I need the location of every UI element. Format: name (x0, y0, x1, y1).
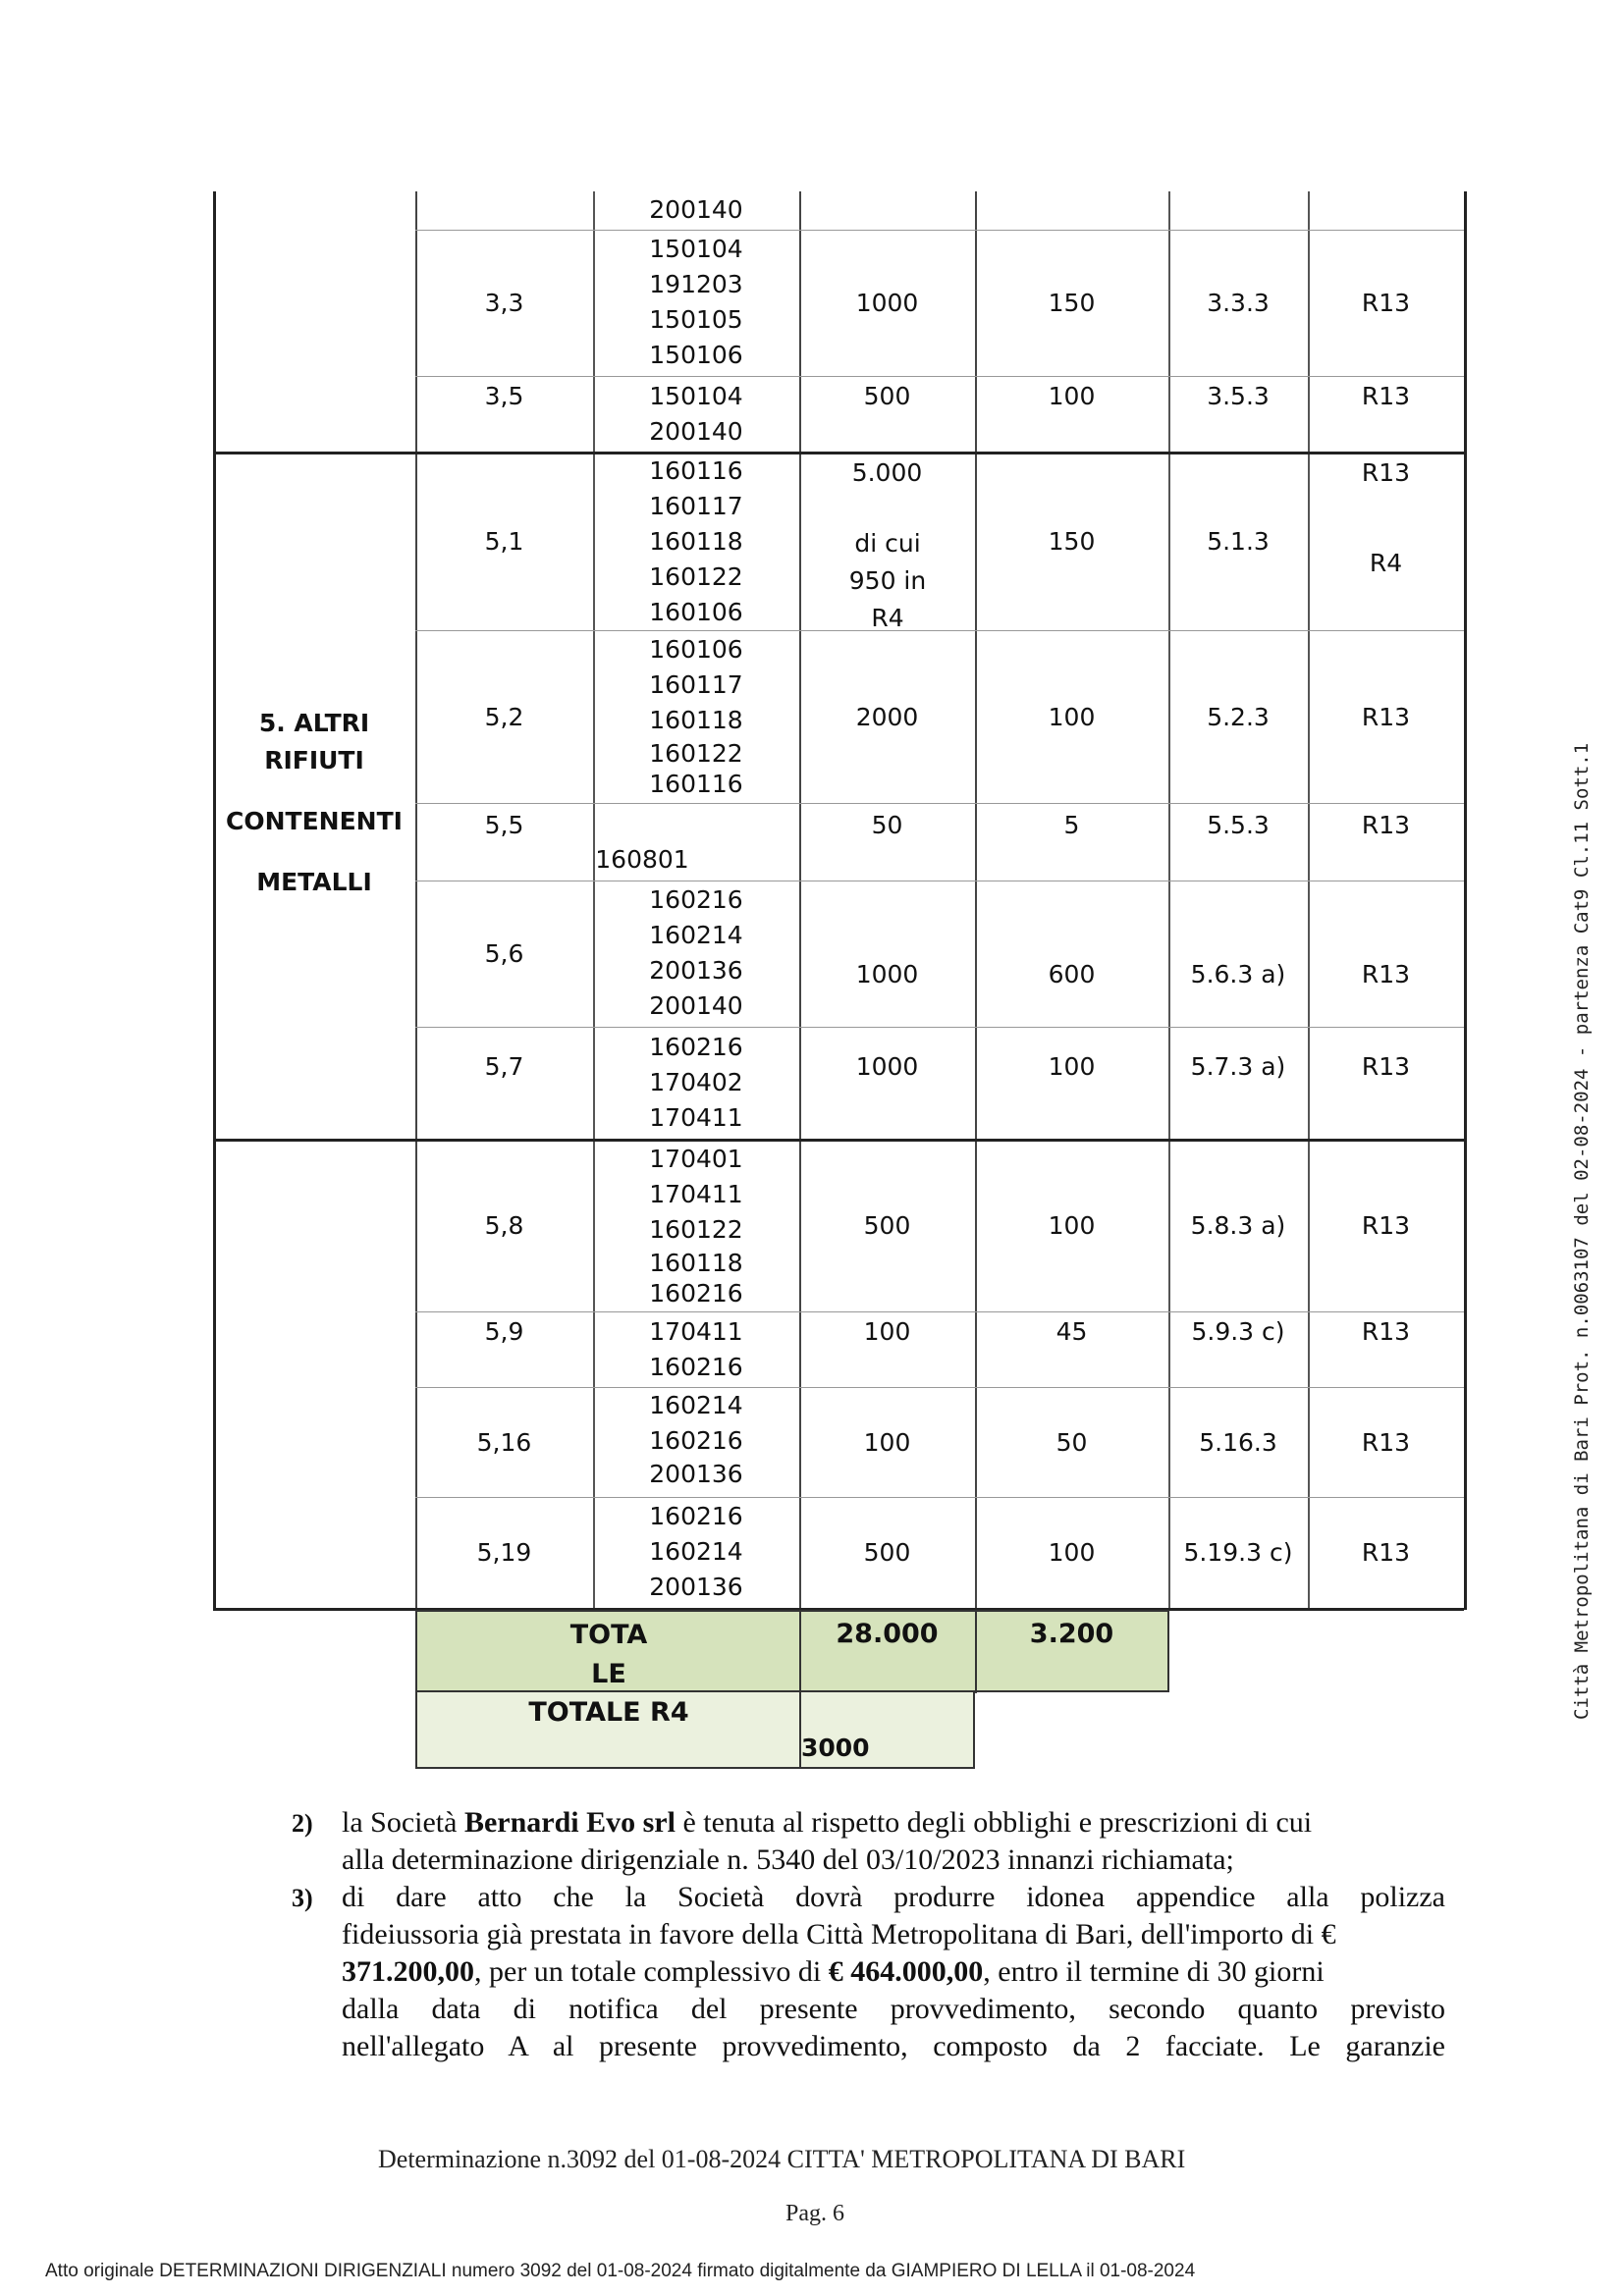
paragraph-2-line-2: alla determinazione dirigenziale n. 5340 del 03/10/2023 innanzi richiamata; (342, 1843, 1234, 1876)
waste-code: 160216 (649, 1502, 743, 1530)
totals-label-line-2: LE (591, 1659, 626, 1689)
paragraph-3-text: , entro il termine di 30 giorni (983, 1955, 1325, 1988)
waste-code: 200136 (649, 1573, 743, 1601)
waste-code: 160216 (649, 1426, 743, 1455)
daily-quantity: 100 (1048, 702, 1096, 731)
waste-code: 160214 (649, 1391, 743, 1419)
waste-codes (593, 1314, 799, 1385)
category-label (213, 705, 415, 901)
quantity-note: di cui 950 in R4 (848, 529, 927, 632)
operation: R13 (1361, 1538, 1411, 1567)
waste-code: 150105 (649, 305, 743, 334)
quantity: 1000 (855, 288, 919, 317)
reference: 5.16.3 (1199, 1427, 1277, 1457)
waste-code: 150106 (649, 341, 743, 369)
waste-codes (593, 454, 799, 630)
daily-quantity: 50 (1055, 1427, 1088, 1457)
sub-category: 3,3 (484, 288, 524, 317)
waste-codes (593, 1142, 799, 1308)
waste-code: 150104 (649, 235, 743, 263)
waste-codes (593, 1388, 799, 1490)
paragraph-3-line-5: nell'allegato A al presente provvedimento, composto da 2 facciate. Le garanzie (342, 2030, 1445, 2062)
daily-quantity: 45 (1055, 1317, 1088, 1346)
daily-quantity: 150 (1048, 527, 1096, 556)
daily-quantity: 100 (1048, 1210, 1096, 1240)
reference: 3.5.3 (1207, 382, 1270, 410)
waste-code: 160116 (649, 456, 743, 485)
waste-code: 160216 (649, 1033, 743, 1061)
quantity: 1000 (855, 960, 919, 988)
waste-code: 150104 (649, 382, 743, 410)
category-line-3: CONTENENTI (226, 807, 403, 835)
paragraph-3-text: , per un totale complessivo di (474, 1955, 829, 1988)
quantity: 2000 (855, 702, 919, 731)
waste-code: 170411 (649, 1180, 743, 1208)
page-number: Pag. 6 (785, 2201, 844, 2226)
daily-quantity: 150 (1048, 288, 1096, 317)
operation: R13 (1361, 1427, 1411, 1457)
sub-category: 3,5 (484, 382, 524, 410)
operation-secondary: R4 (1369, 549, 1403, 577)
quantity: 500 (863, 1538, 911, 1567)
totals-r4-value: 3000 (801, 1734, 870, 1762)
paragraph-2-text: è tenuta al rispetto degli obblighi e prescrizioni di cui (675, 1806, 1313, 1839)
totals-daily: 3.200 (1029, 1619, 1114, 1649)
daily-quantity: 5 (1063, 811, 1080, 839)
waste-code: 170402 (649, 1068, 743, 1096)
waste-code: 160116 (649, 770, 743, 798)
waste-code: 160106 (649, 598, 743, 626)
waste-codes (593, 1499, 799, 1605)
quantity: 100 (863, 1317, 911, 1346)
sub-category: 5,5 (484, 811, 524, 839)
waste-code: 160118 (649, 706, 743, 734)
waste-codes (593, 1030, 799, 1136)
quantity: 500 (863, 382, 911, 410)
operation: R13 (1361, 382, 1411, 410)
waste-codes (593, 842, 691, 878)
waste-code: 160216 (649, 885, 743, 914)
waste-codes (593, 882, 799, 1024)
sub-category: 5,6 (484, 939, 524, 968)
paragraph-3 (342, 1879, 1445, 2065)
totals-label (511, 1616, 707, 1694)
waste-codes (593, 232, 799, 373)
category-line-4: METALLI (256, 868, 372, 896)
sub-category: 5,16 (476, 1427, 532, 1457)
reference: 5.19.3 c) (1183, 1538, 1293, 1567)
waste-codes (593, 379, 799, 450)
row-line (415, 803, 1464, 804)
protocol-stamp: Città Metropolitana di Bari Prot. n.0063107 del 02-08-2024 - partenza Cat9 Cl.11 Sott.1 (1571, 742, 1593, 1720)
company-name: Bernardi Evo srl (463, 1806, 676, 1839)
daily-quantity: 600 (1048, 960, 1096, 988)
paragraph-2-text: la Società (342, 1806, 464, 1839)
operation: R13 (1361, 702, 1411, 731)
sub-category: 5,2 (484, 702, 524, 731)
daily-quantity: 100 (1048, 382, 1096, 410)
quantity: 500 (863, 1210, 911, 1240)
category-line-2: RIFIUTI (264, 746, 364, 774)
waste-code: 170411 (649, 1103, 743, 1132)
reference: 5.2.3 (1207, 702, 1270, 731)
waste-code: 170411 (649, 1317, 743, 1346)
totals-r4-label: TOTALE R4 (528, 1697, 689, 1728)
reference: 3.3.3 (1207, 288, 1270, 317)
paragraph-3-line-4: dalla data di notifica del presente provvedimento, secondo quanto previsto (342, 1993, 1445, 2025)
quantity: 50 (871, 811, 903, 839)
table-row (593, 192, 799, 228)
operation: R13 (1361, 1052, 1411, 1081)
waste-code: 200136 (649, 956, 743, 985)
waste-code: 200140 (649, 991, 743, 1020)
waste-code: 160801 (595, 845, 689, 874)
paragraph-number-2: 2) (292, 1809, 313, 1838)
waste-code: 160122 (649, 1215, 743, 1244)
waste-code: 160122 (649, 562, 743, 591)
operation: R13 (1361, 458, 1411, 487)
waste-code: 160214 (649, 1537, 743, 1566)
waste-code: 200140 (649, 195, 743, 224)
table-right-border (1464, 191, 1467, 1610)
quantity: 100 (863, 1427, 911, 1457)
waste-code: 160117 (649, 492, 743, 520)
reference: 5.9.3 c) (1191, 1317, 1285, 1346)
waste-code: 200136 (649, 1460, 743, 1488)
waste-code: 160118 (649, 527, 743, 556)
waste-code: 160214 (649, 921, 743, 949)
waste-code: 160216 (649, 1353, 743, 1381)
footer-determination: Determinazione n.3092 del 01-08-2024 CITTA' METROPOLITANA DI BARI (378, 2145, 1186, 2173)
totals-label-line-1: TOTA (569, 1620, 648, 1650)
operation: R13 (1361, 1317, 1411, 1346)
paragraph-3-line-1: di dare atto che la Società dovrà produrre idonea appendice alla polizza (342, 1881, 1445, 1913)
paragraph-3-line-2: fideiussoria già prestata in favore della Città Metropolitana di Bari, dell'importo di € (342, 1918, 1336, 1950)
paragraph-number-3: 3) (292, 1884, 313, 1912)
reference: 5.1.3 (1207, 527, 1270, 556)
paragraph-2 (342, 1804, 1441, 1879)
waste-code: 160118 (649, 1249, 743, 1277)
operation: R13 (1361, 288, 1411, 317)
sub-category: 5,19 (476, 1538, 532, 1567)
totals-quantity: 28.000 (836, 1619, 939, 1649)
operation: R13 (1361, 960, 1411, 988)
waste-code: 191203 (649, 270, 743, 298)
waste-code: 160117 (649, 670, 743, 699)
quantity: 5.000 (851, 458, 923, 487)
waste-code: 170401 (649, 1145, 743, 1173)
operation: R13 (1361, 1210, 1411, 1240)
sub-category: 5,9 (484, 1317, 524, 1346)
waste-codes (593, 632, 799, 799)
waste-code: 160216 (649, 1279, 743, 1308)
operation: R13 (1361, 811, 1411, 839)
reference: 5.7.3 a) (1190, 1052, 1286, 1081)
waste-code: 160106 (649, 635, 743, 664)
reference: 5.6.3 a) (1190, 960, 1286, 988)
reference: 5.5.3 (1207, 811, 1270, 839)
sub-category: 5,1 (484, 527, 524, 556)
amount-1: 371.200,00 (342, 1955, 474, 1988)
daily-quantity: 100 (1048, 1538, 1096, 1567)
signature-line: Atto originale DETERMINAZIONI DIRIGENZIALI numero 3092 del 01-08-2024 firmato digitalmente da GIAMPIERO DI LELLA il 01-08-2024 (45, 2261, 1196, 2281)
quantity: 1000 (855, 1052, 919, 1081)
daily-quantity: 100 (1048, 1052, 1096, 1081)
amount-total: € 464.000,00 (828, 1955, 984, 1988)
sub-category: 5,8 (484, 1210, 524, 1240)
waste-code: 160122 (649, 739, 743, 768)
category-line-1: 5. ALTRI (258, 709, 370, 737)
reference: 5.8.3 a) (1190, 1210, 1286, 1240)
sub-category: 5,7 (484, 1052, 524, 1081)
waste-code: 200140 (649, 417, 743, 446)
